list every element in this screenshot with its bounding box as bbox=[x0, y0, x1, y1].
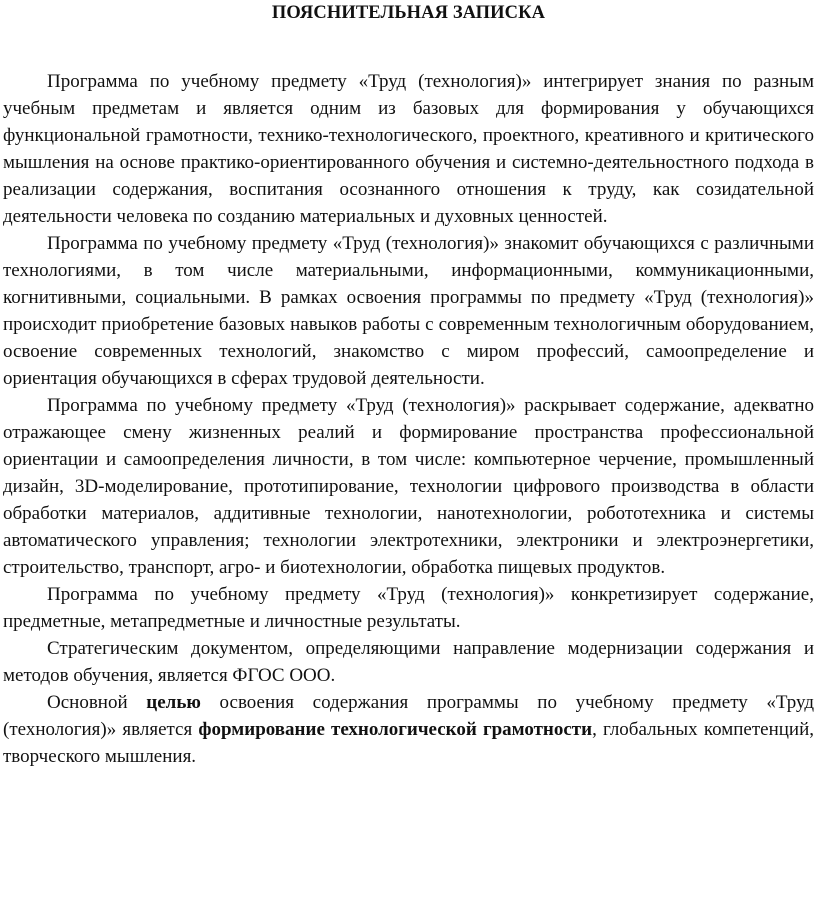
paragraph-1: Программа по учебному предмету «Труд (технология)» интегрирует знания по разным учебным предметам и является одним из базовых для формирования у обучающихся функциональной грамотности, технико-технологического, проектного, креативного и критического мышления на основе практико-ориентированного обучения и системно-деятельностного подхода в реализации содержания, воспитания осознанного отношения к труду, как созидательной деятельности человека по созданию материальных и духовных ценностей. bbox=[3, 71, 814, 227]
paragraph-2: Программа по учебному предмету «Труд (технология)» знакомит обучающихся с различными технологиями, в том числе материальными, информационными, коммуникационными, когнитивными, социальными. В рамках освоения программы по предмету «Труд (технология)» происходит приобретение базовых навыков работы с современным технологичным оборудованием, освоение современных технологий, знакомство с миром профессий, самоопределение и ориентация обучающихся в сферах трудовой деятельности. bbox=[3, 233, 814, 389]
paragraph-6-bold-literacy: формирование технологической грамотности bbox=[198, 719, 593, 740]
paragraph-6-bold-goal: целью bbox=[146, 692, 201, 713]
paragraph-6-text-3: , глобальных компетенций, творческого мышления. bbox=[3, 719, 814, 767]
paragraph-6-text-1: Основной bbox=[47, 692, 147, 713]
paragraph-3: Программа по учебному предмету «Труд (технология)» раскрывает содержание, адекватно отражающее смену жизненных реалий и формирование пространства профессиональной ориентации и самоопределения личности, в том числе: компьютерное черчение, промышленный дизайн, 3D-моделирование, прототипирование, технологии цифрового производства в области обработки материалов, аддитивные технологии, нанотехнологии, робототехника и системы автоматического управления; технологии электротехники, электроники и электроэнергетики, строительство, транспорт, агро- и биотехнологии, обработка пищевых продуктов. bbox=[3, 395, 814, 578]
document-body bbox=[3, 68, 814, 770]
document-title: ПОЯСНИТЕЛЬНАЯ ЗАПИСКА bbox=[271, 3, 546, 23]
paragraph-6-text-2: освоения содержания программы по учебному предмету «Труд (технология)» является bbox=[3, 692, 814, 740]
paragraph-6 bbox=[3, 689, 814, 770]
paragraph-5: Стратегическим документом, определяющими направление модернизации содержания и методов обучения, является ФГОС ООО. bbox=[3, 638, 814, 686]
paragraph-4: Программа по учебному предмету «Труд (технология)» конкретизирует содержание, предметные, метапредметные и личностные результаты. bbox=[3, 584, 814, 632]
